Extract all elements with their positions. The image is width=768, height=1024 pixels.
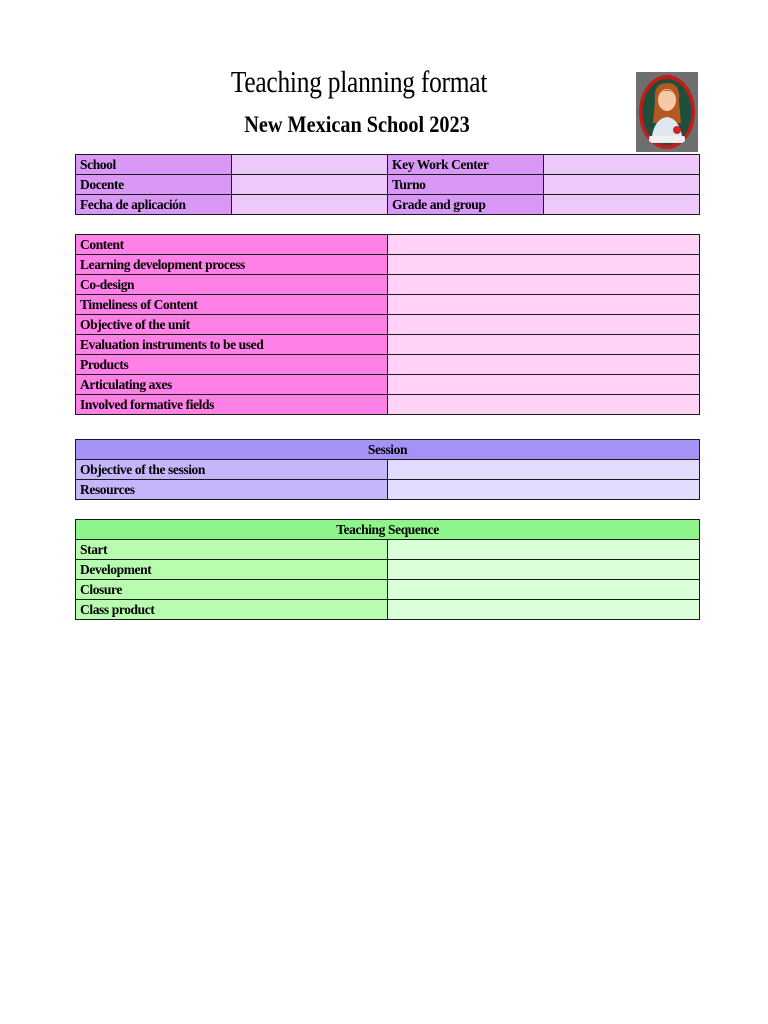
field-label: Co-design <box>76 275 388 295</box>
field-value[interactable] <box>388 255 700 275</box>
field-value[interactable] <box>388 315 700 335</box>
field-value[interactable] <box>388 580 700 600</box>
field-label: Turno <box>388 175 544 195</box>
table-row <box>76 315 700 335</box>
table-row <box>76 355 700 375</box>
field-label: Closure <box>76 580 388 600</box>
table-row <box>76 600 700 620</box>
field-label: Grade and group <box>388 195 544 215</box>
field-label: Resources <box>76 480 388 500</box>
table-row <box>76 560 700 580</box>
table-row <box>76 295 700 315</box>
field-value[interactable] <box>388 335 700 355</box>
field-label: Involved formative fields <box>76 395 388 415</box>
field-label: Key Work Center <box>388 155 544 175</box>
field-label: Objective of the unit <box>76 315 388 335</box>
field-label: Start <box>76 540 388 560</box>
field-value[interactable] <box>388 460 700 480</box>
session-header: Session <box>76 440 700 460</box>
field-value[interactable] <box>388 275 700 295</box>
table-row <box>76 275 700 295</box>
teacher-avatar-icon <box>636 72 698 152</box>
field-value[interactable] <box>544 155 700 175</box>
field-value[interactable] <box>388 540 700 560</box>
table-row <box>76 540 700 560</box>
field-label: School <box>76 155 232 175</box>
page-title: Teaching planning format <box>230 64 488 99</box>
field-value[interactable] <box>388 235 700 255</box>
field-label: Content <box>76 235 388 255</box>
field-label: Evaluation instruments to be used <box>76 335 388 355</box>
field-label: Docente <box>76 175 232 195</box>
field-value[interactable] <box>388 375 700 395</box>
field-label: Development <box>76 560 388 580</box>
field-value[interactable] <box>388 480 700 500</box>
field-label: Learning development process <box>76 255 388 275</box>
content-table <box>75 234 700 415</box>
teaching-sequence-header: Teaching Sequence <box>76 520 700 540</box>
table-row <box>76 375 700 395</box>
field-label: Articulating axes <box>76 375 388 395</box>
field-value[interactable] <box>232 175 388 195</box>
table-row <box>76 335 700 355</box>
field-value[interactable] <box>232 195 388 215</box>
teaching-sequence-table <box>75 519 700 620</box>
field-label: Products <box>76 355 388 375</box>
table-row <box>76 195 700 215</box>
field-value[interactable] <box>388 560 700 580</box>
field-value[interactable] <box>388 600 700 620</box>
info-table <box>75 154 700 215</box>
field-value[interactable] <box>544 175 700 195</box>
table-row <box>76 175 700 195</box>
table-row <box>76 255 700 275</box>
field-label: Fecha de aplicación <box>76 195 232 215</box>
table-row <box>76 235 700 255</box>
field-label: Timeliness of Content <box>76 295 388 315</box>
page-subtitle: New Mexican School 2023 <box>244 112 470 137</box>
field-value[interactable] <box>388 295 700 315</box>
table-row <box>76 155 700 175</box>
table-row <box>76 395 700 415</box>
session-table <box>75 439 700 500</box>
table-row <box>76 480 700 500</box>
field-value[interactable] <box>388 355 700 375</box>
field-value[interactable] <box>232 155 388 175</box>
field-value[interactable] <box>388 395 700 415</box>
field-value[interactable] <box>544 195 700 215</box>
table-row <box>76 580 700 600</box>
field-label: Class product <box>76 600 388 620</box>
field-label: Objective of the session <box>76 460 388 480</box>
table-row <box>76 460 700 480</box>
